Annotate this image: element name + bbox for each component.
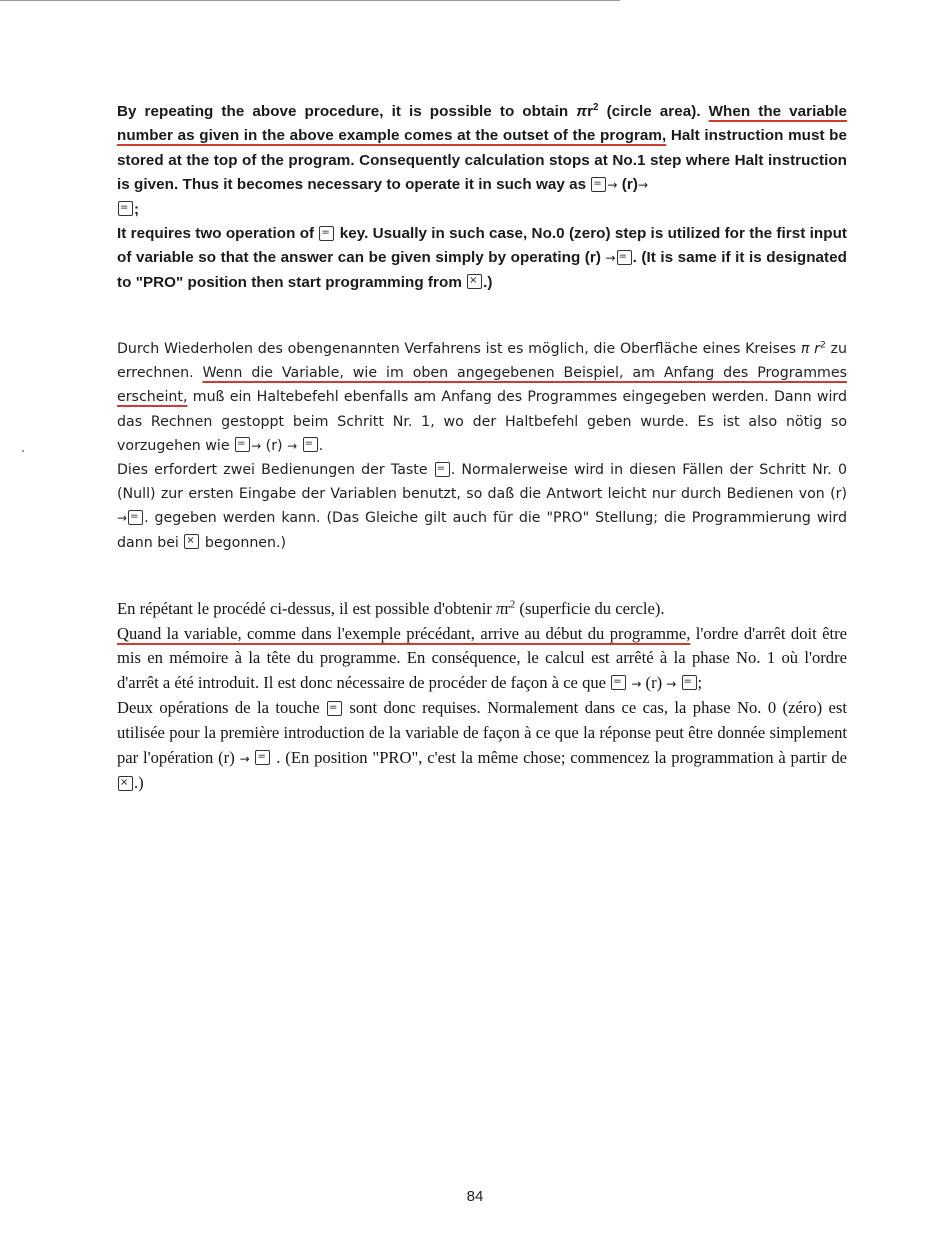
- equals-key-icon: =: [611, 675, 626, 690]
- german-paragraph-1: Durch Wiederholen des obengenannten Verfahrens ist es möglich, die Oberfläche eines Kreises π $r^2$ zu errechnen. Wenn die Variable, wie im oben angegebenen Beispiel, am Anfang des Programmes erscheint, muß ein Haltebefehl ebenfalls am Anfang des Programmes eingegeben werden. Dann wird das Rechnen gestoppt beim Schritt Nr. 1, wo der Haltbefehl geben wurde. Es ist also nötig so vorzugehen wie = → (r) → = .: [117, 339, 847, 454]
- pi-r-symbol: π r: [800, 341, 820, 357]
- french-paragraph-1b: Quand la variable, comme dans l'exemple précédant, arrive au début du programme, l'ordre d'arrêt doit être mis en mémoire à la tête du programme. En conséquence, le calcul est arrêté à la phase No. 1 où l'ordre d'arrêt a été introduit. Il est donc nécessaire de procéder de façon à ce que = → (r) → = ;: [117, 623, 847, 692]
- arrow-icon: →: [631, 676, 642, 691]
- times-key-icon: ×: [118, 776, 133, 791]
- arrow-icon: →: [239, 751, 250, 766]
- equals-key-icon: =: [303, 437, 318, 452]
- equals-key-icon: =: [128, 510, 143, 525]
- german-paragraph-2: Dies erfordert zwei Bedienungen der Taste = . Normalerweise wird in diesen Fällen der Schritt Nr. 0 (Null) zur ersten Eingabe der Variablen benutzt, so daß die Antwort leicht nur durch Bedienen von (r) → = . gegeben werden kann. (Das Gleiche gilt auch für die "PRO" Stellung; die Programmierung wird dann bei × begonnen.): [117, 462, 847, 551]
- pi-symbol: π: [576, 103, 588, 120]
- equals-key-icon: =: [319, 226, 334, 241]
- equals-key-icon: =: [435, 462, 450, 477]
- arrow-icon: →: [607, 178, 618, 193]
- equals-key-icon: =: [118, 201, 133, 216]
- times-key-icon: ×: [184, 534, 199, 549]
- english-paragraph-1: By repeating the above procedure, it is possible to obtain $\pi r^2$ (circle area). When the variable number as given in the above example comes at the outset of the program, Halt instruction must be stored at the top of the program. Consequently calculation stops at No.1 step where Halt instruction is given. Thus it becomes necessary to operate it in such way as = → (r)→ = ;: [117, 101, 848, 218]
- french-paragraph-1a: En répétant le procédé ci-dessus, il est possible d'obtenir $\pi r^2$ (superficie du cercle).: [117, 598, 665, 618]
- arrow-icon: →: [666, 676, 677, 691]
- equals-key-icon: =: [591, 177, 606, 192]
- arrow-icon: →: [251, 438, 262, 453]
- top-rule: [0, 0, 620, 1]
- french-paragraph-2: Deux opérations de la touche = sont donc requises. Normalement dans ce cas, la phase No. 0 (zéro) est utilisée pour la première introduction de la variable de façon à ce que la réponse peut être donnée simplement par l'opération (r) → = . (En position "PRO", c'est la même chose; commencez la programmation à partir de × .): [117, 698, 847, 793]
- underlined-phrase: When the variable number as given in the above example comes at the outset of the program,: [117, 103, 847, 145]
- underlined-phrase: Quand la variable, comme dans l'exemple précédant, arrive au début du programme,: [117, 623, 691, 643]
- english-paragraph-2: It requires two operation of = key. Usually in such case, No.0 (zero) step is utilized for the first input of variable so that the answer can be given simply by operating (r) → = . (It is same if it is designated to "PRO" position then start programming from × .): [117, 225, 848, 291]
- scan-speck: [22, 450, 24, 452]
- times-key-icon: ×: [467, 274, 482, 289]
- equals-key-icon: =: [327, 701, 342, 716]
- arrow-icon: →: [605, 251, 616, 266]
- equals-key-icon: =: [617, 250, 632, 265]
- page-number: 84: [466, 1188, 484, 1205]
- arrow-icon: →: [117, 511, 128, 526]
- english-section: [117, 100, 847, 295]
- equals-key-icon: =: [682, 675, 697, 690]
- equals-key-icon: =: [235, 437, 250, 452]
- arrow-icon: →: [287, 438, 298, 453]
- underlined-phrase: Wenn die Variable, wie im oben angegebenen Beispiel, am Anfang des Programmes erscheint,: [117, 365, 847, 406]
- french-section: [117, 597, 847, 796]
- equals-key-icon: =: [255, 750, 270, 765]
- arrow-icon: →: [637, 178, 649, 193]
- german-section: [117, 337, 847, 555]
- pi-symbol: π: [496, 599, 505, 618]
